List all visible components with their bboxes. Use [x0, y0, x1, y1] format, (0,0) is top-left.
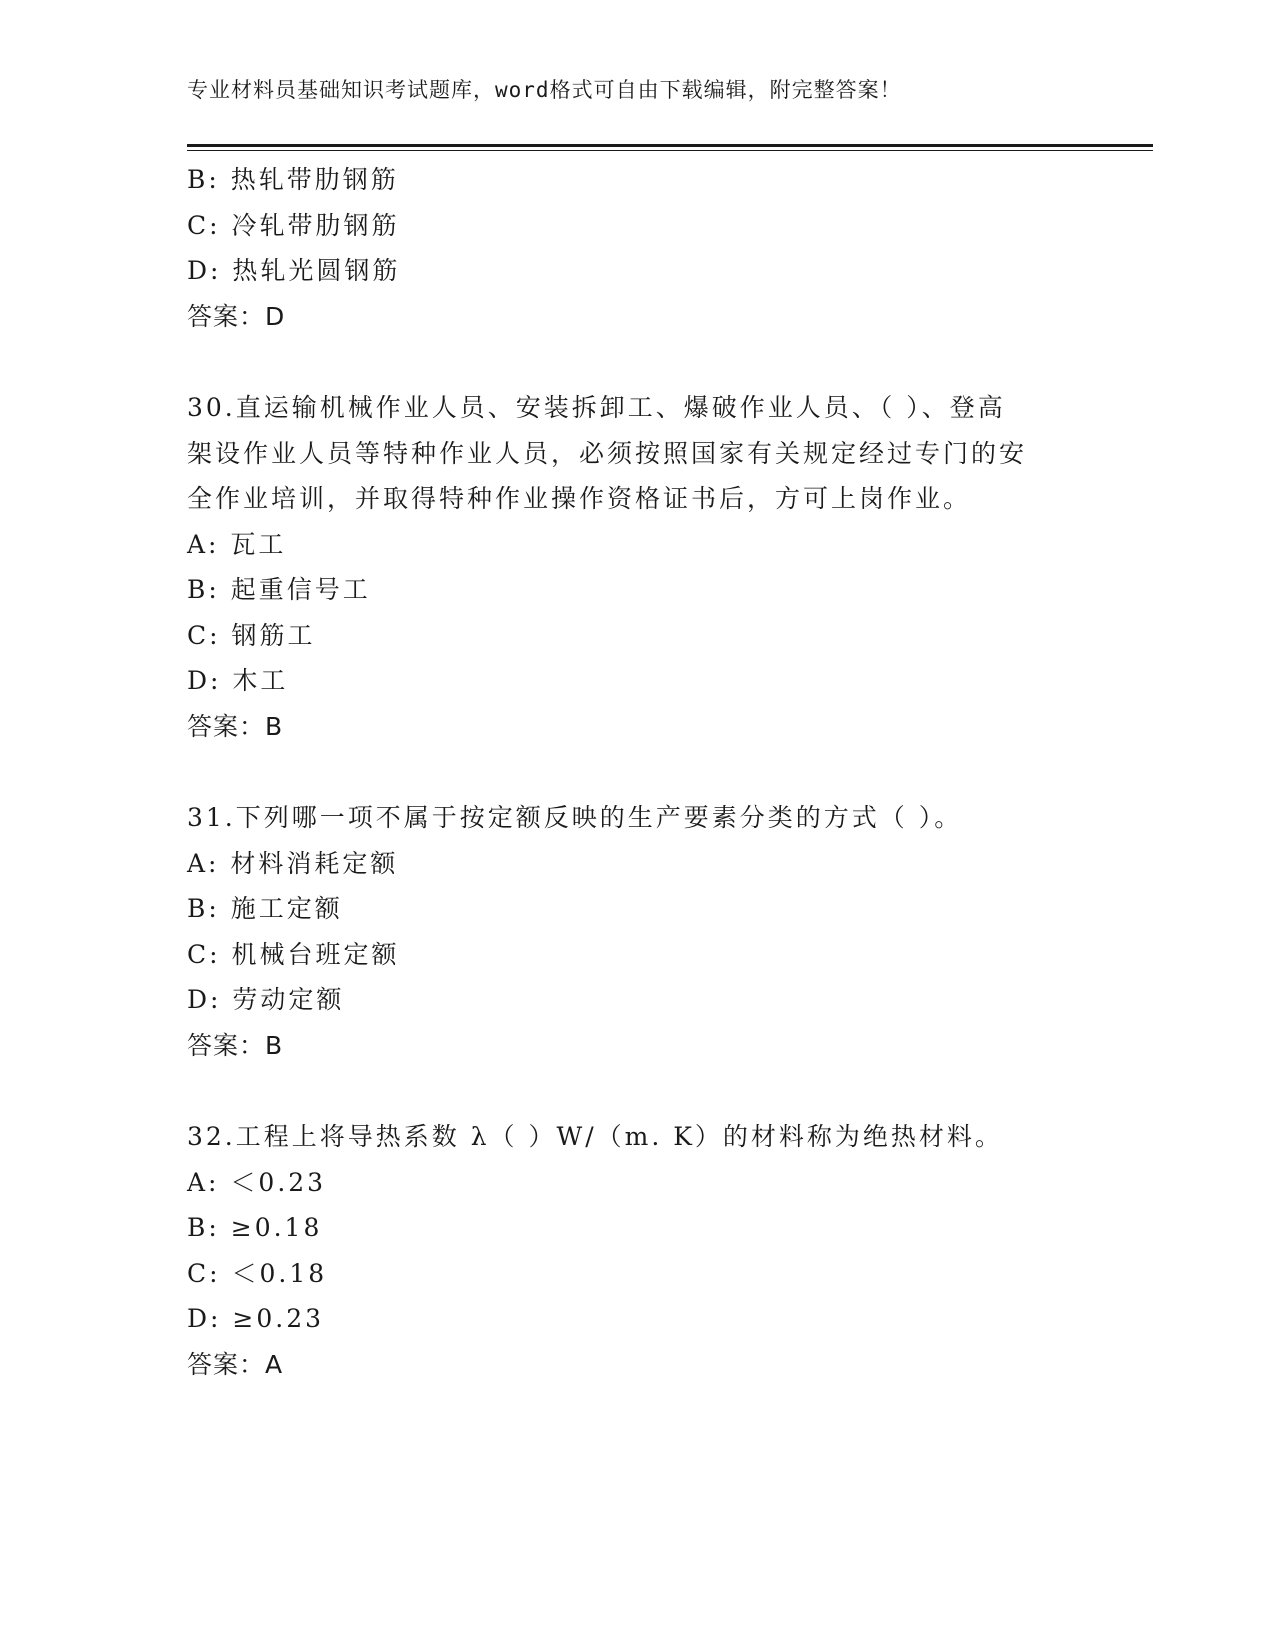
option-a: A: 材料消耗定额	[187, 848, 399, 878]
header-rule-thick	[187, 144, 1153, 147]
option-d: D: 木工	[187, 666, 289, 695]
option-b: B: 起重信号工	[187, 575, 371, 604]
previous-question-block	[187, 157, 1067, 339]
option-b: B: ≥0.18	[187, 1213, 323, 1242]
option-b: B: 热轧带肋钢筋	[187, 165, 399, 194]
question-stem-line: 32.工程上将导热系数 λ（ ）W/（m. K）的材料称为绝热材料。	[187, 1122, 1003, 1151]
question-stem-line: 31.下列哪一项不属于按定额反映的生产要素分类的方式（ ）。	[187, 803, 963, 832]
option-a: A: 瓦工	[187, 529, 287, 559]
option-c: C: ＜0.18	[187, 1258, 328, 1288]
question-stem-line: 全作业培训，并取得特种作业操作资格证书后，方可上岗作业。	[187, 484, 972, 513]
question-32	[187, 1114, 1067, 1387]
option-d: D: ≥0.23	[187, 1304, 325, 1333]
option-b: B: 施工定额	[187, 894, 343, 923]
option-a: A: ＜0.23	[187, 1167, 327, 1197]
option-c: C: 钢筋工	[187, 620, 316, 650]
question-stem-line: 架设作业人员等特种作业人员，必须按照国家有关规定经过专门的安	[187, 438, 1028, 468]
question-stem-line: 30.直运输机械作业人员、安装拆卸工、爆破作业人员、（ ）、登高	[187, 393, 1006, 422]
option-d: D: 劳动定额	[187, 985, 345, 1014]
answer-line: 答案：B	[187, 711, 284, 741]
answer-line: 答案：A	[187, 1349, 284, 1379]
header-rule-thin	[187, 150, 1153, 151]
option-c: C: 机械台班定额	[187, 939, 400, 969]
question-content	[187, 157, 1067, 1387]
answer-line: 答案：D	[187, 301, 286, 331]
option-c: C: 冷轧带肋钢筋	[187, 210, 400, 240]
question-30	[187, 385, 1067, 749]
question-31	[187, 795, 1067, 1068]
page-header: 专业材料员基础知识考试题库，word格式可自由下载编辑，附完整答案！	[187, 78, 902, 102]
option-d: D: 热轧光圆钢筋	[187, 256, 401, 285]
answer-line: 答案：B	[187, 1030, 284, 1060]
